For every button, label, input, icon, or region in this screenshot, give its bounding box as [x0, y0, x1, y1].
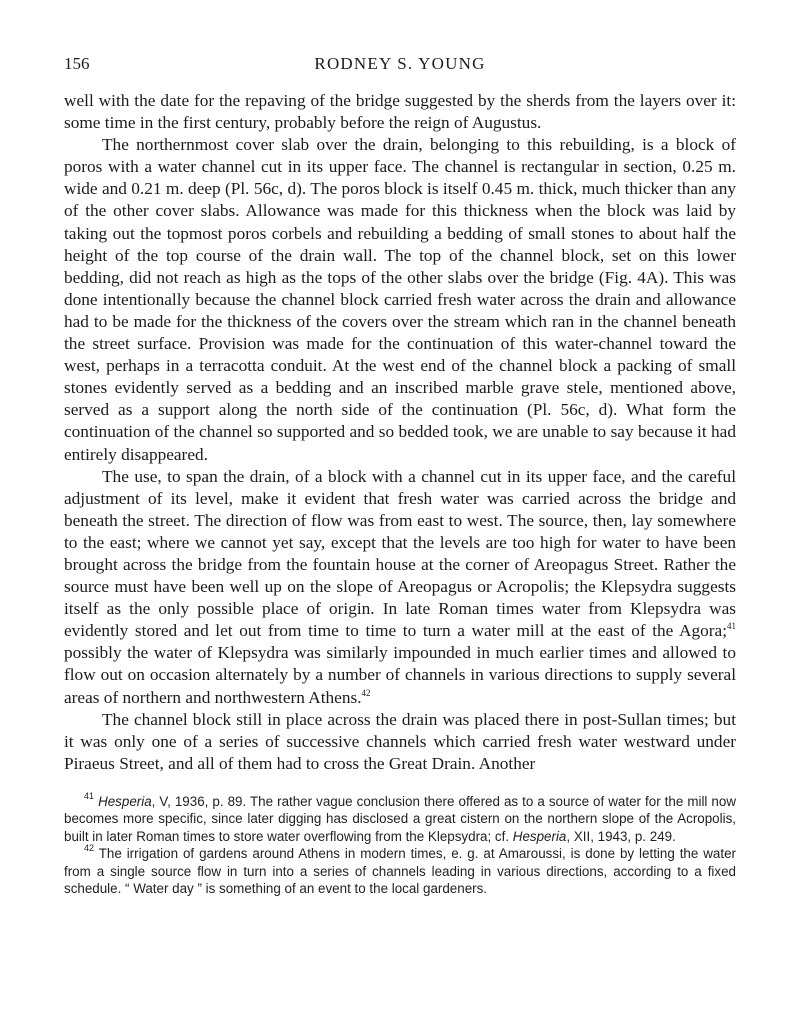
footnote-text: , XII, 1943, p. 249.: [566, 828, 676, 844]
page-number: 156: [64, 54, 90, 73]
journal-title: Hesperia: [512, 828, 567, 844]
running-head: RODNEY S. YOUNG: [314, 54, 486, 73]
footnote-ref-41: 41: [727, 621, 736, 632]
journal-title: Hesperia: [98, 793, 152, 809]
footnote-41: [64, 790, 737, 845]
footnotes: [64, 790, 737, 897]
paragraph-continuation: well with the date for the repaving of the bridge suggested by the sherds from the layers over it: some time in the first century, probably before the reign of Augustus.: [64, 91, 736, 133]
footnote-number: 41: [84, 790, 95, 801]
footnote-text: The irrigation of gardens around Athens in modern times, e. g. at Amaroussi, is done by letting the water from a single source flow in turn into a series of channels leading in various directions, according to a fixed schedule. “ Water day ” is something of an event to the local gardeners.: [64, 846, 736, 896]
page-header: [64, 52, 736, 76]
paragraph-channel-block: The northernmost cover slab over the drain, belonging to this rebuilding, is a block of poros with a water channel cut in its upper face. The channel is rectangular in section, 0.25 m. wide and 0.21 m. deep (Pl. 56c, d). The poros block is itself 0.45 m. thick, much thicker than any of the other cover slabs. Allowance was made for this thickness when the block was laid by taking out the topmost poros corbels and rebuilding a bedding of small stones to about half the height of the top course of the drain wall. The top of the channel block, set on this lower bedding, did not reach as high as the tops of the other slabs over the bridge (Fig. 4A). This was done intentionally because the channel block carried fresh water across the drain and allowance had to be made for the thickness of the covers over the stream which ran in the channel beneath the street surface. Provision was made for the continuation of this water-channel toward the west, perhaps in a terracotta conduit. At the west end of the channel block a packing of small stones evidently served as a bedding and an inscribed marble grave stele, mentioned above, served as a support along the north side of the continuation (Pl. 56c, d). What form the continuation of the channel so supported and so bedded took, we are unable to say because it had entirely disappeared.: [64, 135, 736, 464]
body-text: [64, 90, 736, 775]
paragraph-text: The use, to span the drain, of a block with a channel cut in its upper face, and the careful adjustment of its level, make it evident that fresh water was carried across the bridge and beneath the street. The direction of flow was from east to west. The source, then, lay somewhere to the east; where we cannot yet say, except that the levels are too high for water to have been brought across the bridge from the fountain house at the corner of Areopagus Street. Rather the source must have been well up on the slope of Areopagus or Acropolis; the Klepsydra suggests itself as the only possible place of origin. In late Roman times water from Klepsydra was evidently stored and let out from time to time to turn a water mill at the east of the Agora;: [64, 466, 736, 641]
paragraph-text: possibly the water of Klepsydra was similarly impounded in much earlier times and allowed to flow out on occasion alternately by a number of channels in various directions to supply several areas of northern and northwestern Athens.: [64, 643, 736, 707]
page: [64, 52, 736, 897]
paragraph-successive-channels: The channel block still in place across the drain was placed there in post-Sullan times; but it was only one of a series of successive channels which carried fresh water westward under Piraeus Street, and all of them had to cross the Great Drain. Another: [64, 709, 736, 773]
footnote-text: , V, 1936, p. 89. The rather vague conclusion there offered as to a source of water for the mill now becomes more specific, since later digging has disclosed a great cistern on the northern slope of the Acropolis, built in later Roman times to store water overflowing from the Klepsydra; cf.: [64, 793, 737, 844]
footnote-number: 42: [84, 843, 95, 854]
paragraph-water-source: [64, 466, 736, 709]
footnote-42: [64, 845, 736, 897]
footnote-ref-42: 42: [361, 687, 371, 698]
